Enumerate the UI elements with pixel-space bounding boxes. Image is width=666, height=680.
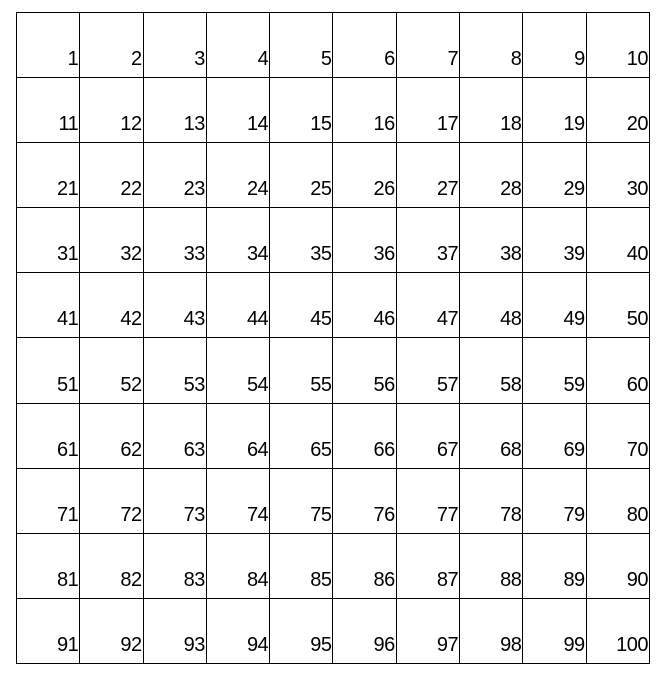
grid-cell: 42 bbox=[80, 273, 143, 338]
grid-cell: 32 bbox=[80, 208, 143, 273]
grid-cell: 76 bbox=[333, 469, 396, 534]
grid-cell: 54 bbox=[207, 338, 270, 403]
grid-cell: 23 bbox=[144, 143, 207, 208]
grid-cell: 66 bbox=[333, 404, 396, 469]
grid-cell: 58 bbox=[460, 338, 523, 403]
grid-cell: 57 bbox=[397, 338, 460, 403]
grid-cell: 47 bbox=[397, 273, 460, 338]
grid-cell: 72 bbox=[80, 469, 143, 534]
grid-cell: 9 bbox=[523, 13, 586, 78]
grid-cell: 39 bbox=[523, 208, 586, 273]
grid-cell: 28 bbox=[460, 143, 523, 208]
hundred-chart-table bbox=[16, 12, 650, 664]
grid-cell: 67 bbox=[397, 404, 460, 469]
grid-cell: 38 bbox=[460, 208, 523, 273]
grid-cell: 8 bbox=[460, 13, 523, 78]
grid-cell: 85 bbox=[270, 534, 333, 599]
grid-cell: 56 bbox=[333, 338, 396, 403]
grid-cell: 30 bbox=[587, 143, 650, 208]
grid-cell: 37 bbox=[397, 208, 460, 273]
grid-cell: 10 bbox=[587, 13, 650, 78]
grid-cell: 82 bbox=[80, 534, 143, 599]
grid-cell: 29 bbox=[523, 143, 586, 208]
grid-cell: 11 bbox=[17, 78, 80, 143]
grid-cell: 100 bbox=[587, 599, 650, 664]
grid-cell: 17 bbox=[397, 78, 460, 143]
grid-cell: 41 bbox=[17, 273, 80, 338]
grid-cell: 98 bbox=[460, 599, 523, 664]
grid-cell: 7 bbox=[397, 13, 460, 78]
grid-cell: 6 bbox=[333, 13, 396, 78]
grid-cell: 12 bbox=[80, 78, 143, 143]
grid-cell: 5 bbox=[270, 13, 333, 78]
grid-cell: 16 bbox=[333, 78, 396, 143]
grid-cell: 80 bbox=[587, 469, 650, 534]
grid-cell: 40 bbox=[587, 208, 650, 273]
grid-cell: 33 bbox=[144, 208, 207, 273]
grid-cell: 78 bbox=[460, 469, 523, 534]
grid-cell: 69 bbox=[523, 404, 586, 469]
grid-cell: 96 bbox=[333, 599, 396, 664]
grid-cell: 15 bbox=[270, 78, 333, 143]
grid-cell: 77 bbox=[397, 469, 460, 534]
grid-cell: 31 bbox=[17, 208, 80, 273]
grid-cell: 52 bbox=[80, 338, 143, 403]
grid-cell: 92 bbox=[80, 599, 143, 664]
grid-cell: 63 bbox=[144, 404, 207, 469]
grid-cell: 3 bbox=[144, 13, 207, 78]
grid-cell: 46 bbox=[333, 273, 396, 338]
grid-cell: 51 bbox=[17, 338, 80, 403]
grid-cell: 14 bbox=[207, 78, 270, 143]
grid-cell: 26 bbox=[333, 143, 396, 208]
grid-cell: 74 bbox=[207, 469, 270, 534]
grid-cell: 88 bbox=[460, 534, 523, 599]
grid-cell: 81 bbox=[17, 534, 80, 599]
grid-cell: 99 bbox=[523, 599, 586, 664]
grid-cell: 49 bbox=[523, 273, 586, 338]
grid-cell: 93 bbox=[144, 599, 207, 664]
grid-cell: 87 bbox=[397, 534, 460, 599]
grid-cell: 44 bbox=[207, 273, 270, 338]
grid-cell: 86 bbox=[333, 534, 396, 599]
grid-cell: 61 bbox=[17, 404, 80, 469]
grid-cell: 19 bbox=[523, 78, 586, 143]
grid-cell: 45 bbox=[270, 273, 333, 338]
grid-cell: 27 bbox=[397, 143, 460, 208]
grid-cell: 83 bbox=[144, 534, 207, 599]
grid-cell: 64 bbox=[207, 404, 270, 469]
grid-cell: 22 bbox=[80, 143, 143, 208]
grid-cell: 48 bbox=[460, 273, 523, 338]
grid-cell: 91 bbox=[17, 599, 80, 664]
grid-cell: 50 bbox=[587, 273, 650, 338]
grid-cell: 73 bbox=[144, 469, 207, 534]
grid-cell: 70 bbox=[587, 404, 650, 469]
grid-cell: 89 bbox=[523, 534, 586, 599]
grid-cell: 68 bbox=[460, 404, 523, 469]
grid-cell: 59 bbox=[523, 338, 586, 403]
grid-cell: 43 bbox=[144, 273, 207, 338]
grid-cell: 53 bbox=[144, 338, 207, 403]
grid-cell: 71 bbox=[17, 469, 80, 534]
grid-cell: 21 bbox=[17, 143, 80, 208]
grid-cell: 20 bbox=[587, 78, 650, 143]
grid-cell: 25 bbox=[270, 143, 333, 208]
grid-cell: 62 bbox=[80, 404, 143, 469]
grid-cell: 60 bbox=[587, 338, 650, 403]
grid-cell: 13 bbox=[144, 78, 207, 143]
grid-cell: 97 bbox=[397, 599, 460, 664]
grid-cell: 94 bbox=[207, 599, 270, 664]
grid-cell: 34 bbox=[207, 208, 270, 273]
grid-cell: 36 bbox=[333, 208, 396, 273]
grid-cell: 24 bbox=[207, 143, 270, 208]
grid-cell: 18 bbox=[460, 78, 523, 143]
grid-cell: 79 bbox=[523, 469, 586, 534]
grid-cell: 35 bbox=[270, 208, 333, 273]
grid-cell: 65 bbox=[270, 404, 333, 469]
grid-cell: 55 bbox=[270, 338, 333, 403]
grid-cell: 90 bbox=[587, 534, 650, 599]
grid-cell: 1 bbox=[17, 13, 80, 78]
grid-cell: 4 bbox=[207, 13, 270, 78]
grid-cell: 95 bbox=[270, 599, 333, 664]
grid-cell: 75 bbox=[270, 469, 333, 534]
grid-cell: 84 bbox=[207, 534, 270, 599]
grid-cell: 2 bbox=[80, 13, 143, 78]
